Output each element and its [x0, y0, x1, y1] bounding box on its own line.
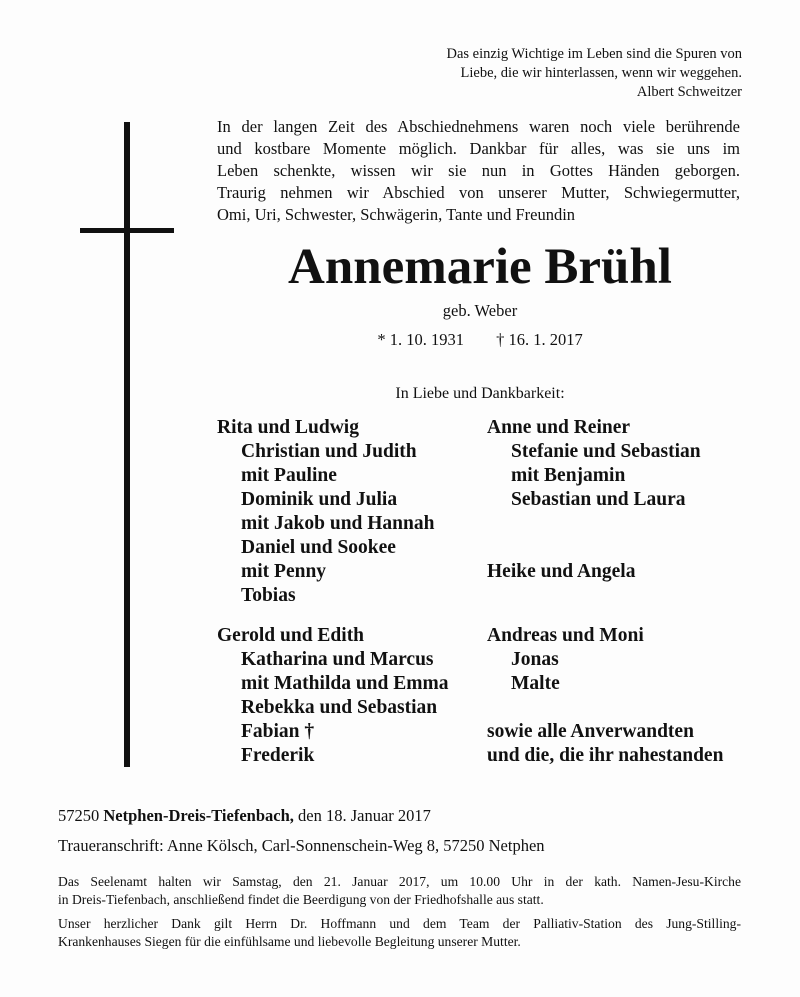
life-dates [180, 330, 780, 350]
family-entry: Andreas und Moni [487, 625, 644, 646]
service-line: in Dreis-Tiefenbach, anschließend findet die Beerdigung von der Friedhofshalle aus statt. [58, 892, 544, 907]
announcement-date: den 18. Januar 2017 [298, 806, 431, 825]
family-column-left-bottom [217, 624, 448, 768]
family-column-right-top [487, 416, 701, 584]
zip-code: 57250 [58, 806, 100, 825]
death-date: † 16. 1. 2017 [496, 330, 583, 349]
family-entry: Dominik und Julia [241, 489, 398, 510]
epigraph-quote [322, 45, 742, 102]
cross-icon [124, 122, 130, 767]
family-entry: Stefanie und Sebastian [511, 441, 701, 462]
cross-icon-bar [80, 228, 174, 233]
place-name: Netphen-Dreis-Tiefenbach, [103, 806, 294, 825]
gratitude-line: Unser herzlicher Dank gilt Herrn Dr. Hoffmann und dem Team der Palliativ-Station des Jung-Stilling- [58, 916, 741, 931]
family-spacer [487, 696, 723, 720]
family-entry: Katharina und Marcus [241, 649, 434, 670]
intro-line: Traurig nehmen wir Abschied von unserer Mutter, Schwiegermutter, [217, 183, 740, 202]
family-entry: und die, die ihr nahestanden [487, 745, 724, 766]
intro-line: Omi, Uri, Schwester, Schwägerin, Tante und Freundin [217, 205, 576, 224]
family-entry: mit Penny [241, 561, 327, 582]
family-entry: mit Benjamin [511, 465, 626, 486]
thanks-line: In Liebe und Dankbarkeit: [395, 385, 565, 402]
place-date-line [58, 806, 431, 826]
deceased-name: Annemarie Brühl [288, 239, 672, 295]
family-column-left-top [217, 416, 434, 608]
family-entry: Malte [511, 673, 560, 694]
family-entry: Sebastian und Laura [511, 489, 686, 510]
family-entry: Frederik [241, 745, 315, 766]
gratitude-line: Krankenhauses Siegen für die einfühlsame und liebevolle Begleitung unserer Mutter. [58, 934, 521, 949]
maiden-name: geb. Weber [442, 301, 518, 320]
quote-line: Das einzig Wichtige im Leben sind die Spuren von [446, 46, 742, 62]
family-entry: Gerold und Edith [217, 625, 365, 646]
family-entry: Fabian † [241, 721, 315, 742]
family-entry: Heike und Angela [487, 561, 636, 582]
intro-text [217, 116, 740, 226]
quote-line: Liebe, die wir hinterlassen, wenn wir weggehen. [460, 65, 742, 81]
family-entry: Christian und Judith [241, 441, 417, 462]
family-entry: Jonas [511, 649, 559, 670]
family-entry: Anne und Reiner [487, 417, 631, 438]
birth-date: * 1. 10. 1931 [377, 330, 464, 349]
family-entry: mit Mathilda und Emma [241, 673, 449, 694]
family-entry: Daniel und Sookee [241, 537, 396, 558]
service-line: Das Seelenamt halten wir Samstag, den 21. Januar 2017, um 10.00 Uhr in der kath. Namen-Jesu-Kirche [58, 874, 741, 889]
mourning-address: Traueranschrift: Anne Kölsch, Carl-Sonnenschein-Weg 8, 57250 Netphen [58, 836, 545, 855]
gratitude-note [58, 915, 741, 951]
family-entry: mit Pauline [241, 465, 337, 486]
funeral-service-info [58, 873, 741, 909]
family-column-right-bottom [487, 624, 723, 768]
family-entry: Tobias [241, 585, 296, 606]
family-entry: Rebekka und Sebastian [241, 697, 438, 718]
intro-line: In der langen Zeit des Abschiednehmens waren noch viele berührende [217, 117, 740, 136]
family-spacer [487, 512, 701, 536]
family-entry: Rita und Ludwig [217, 417, 359, 438]
family-entry: mit Jakob und Hannah [241, 513, 435, 534]
quote-author: Albert Schweitzer [636, 84, 742, 100]
intro-line: und kostbare Momente möglich. Dankbar für alles, was sie uns im [217, 139, 740, 158]
family-entry: sowie alle Anverwandten [487, 721, 694, 742]
intro-line: Leben schenkte, wissen wir sie nun in Gottes Händen geborgen. [217, 161, 740, 180]
family-spacer [487, 536, 701, 560]
